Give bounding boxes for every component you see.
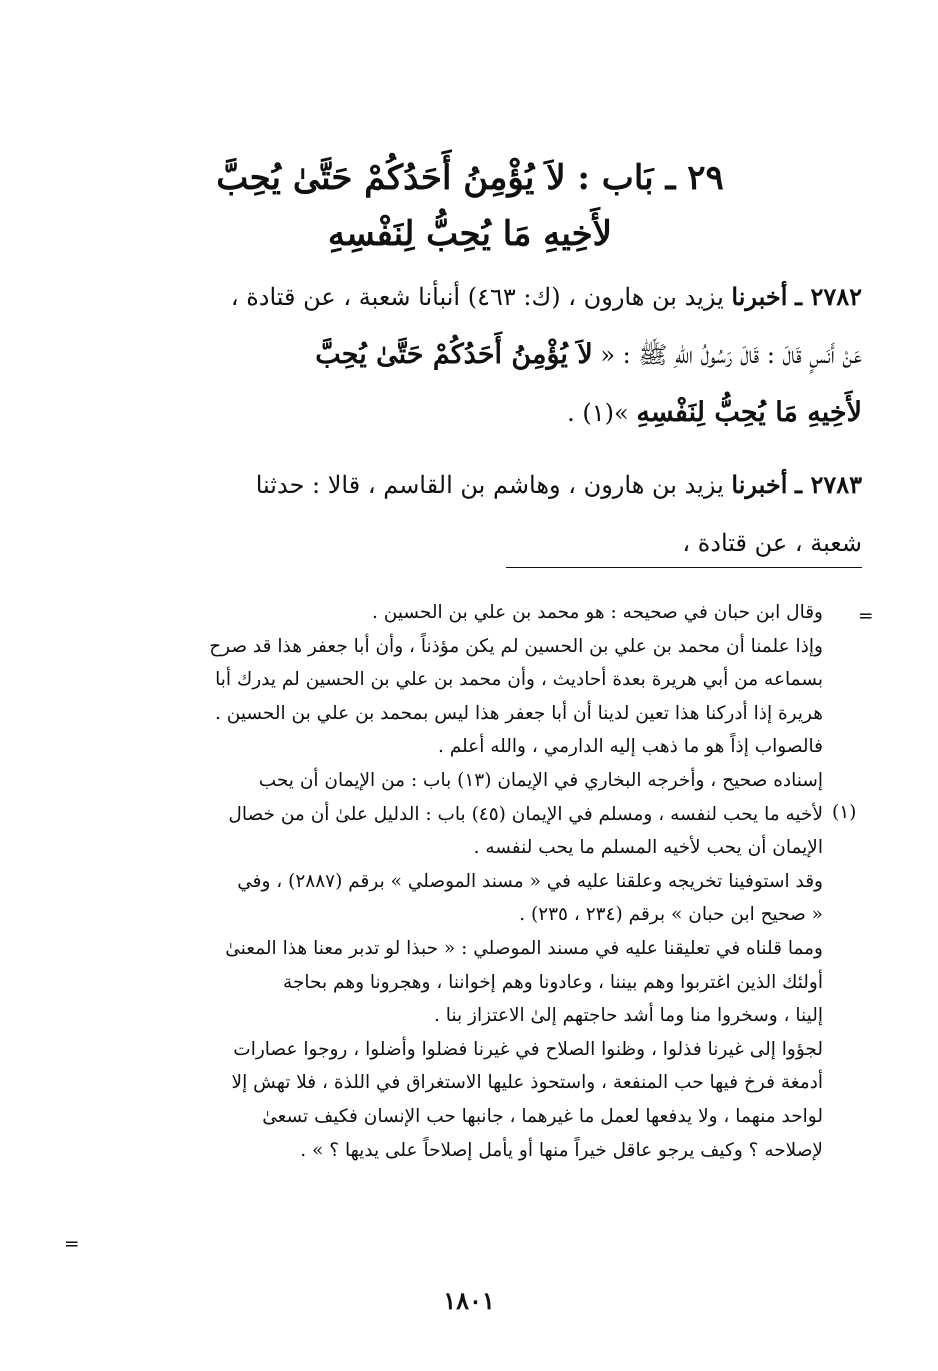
footnote-line: الإيمان أن يحب لأخيه المسلم ما يحب لنفسه . xyxy=(473,837,823,859)
chapter-title-line-2: لأَخِيهِ مَا يُحِبُّ لِنَفْسِهِ xyxy=(327,214,613,254)
footnote-line: أدمغة فرخ فيها حب المنفعة ، واستحوذ عليها الاستغراق في اللذة ، فلا تهش إلا xyxy=(231,1072,823,1094)
footnote-separator xyxy=(506,567,862,568)
hadith-2783-line-2: شعبة ، عن قتادة ، xyxy=(682,529,862,557)
hadith-2782-line-3 xyxy=(78,384,862,442)
hadith-2782-number: ٢٧٨٢ ـ xyxy=(795,282,862,311)
hadith-2783-chain: يزيد بن هارون ، وهاشم بن القاسم ، قالا : حدثنا xyxy=(255,471,724,499)
chapter-title-line-1: ٢٩ ـ بَاب : لاَ يُؤْمِنُ أَحَدُكُمْ حَتَّىٰ يُحِبَّ xyxy=(216,158,724,198)
footnote-line: لإصلاحه ؟ وكيف يرجو عاقل خيراً منها أو يأمل إصلاحاً على يديها ؟ » . xyxy=(300,1139,823,1161)
footnote-line: هريرة إذا أدركنا هذا تعين لدينا أن أبا جعفر هذا ليس بمحمد بن علي بن الحسين . xyxy=(214,702,823,724)
footnote-line: « صحيح ابن حبان » برقم (٢٣٤ ، ٢٣٥) . xyxy=(519,904,823,926)
footnote-line: ومما قلناه في تعليقنا عليه في مسند الموصلي : « حبذا لو تدبر معنا هذا المعنىٰ xyxy=(225,937,823,959)
footnote-line: لأخيه ما يحب لنفسه ، ومسلم في الإيمان (٤٥) باب : الدليل علىٰ أن من خصال xyxy=(228,803,823,825)
hadith-2782-lead: أخبرنا xyxy=(731,282,788,311)
footnote-line: بسماعه من أبي هريرة بعدة أحاديث ، وأن محمد بن علي بن الحسين لم يدرك أبا xyxy=(215,669,823,691)
hadith-2782-line-2 xyxy=(78,326,862,384)
footnote-line: وإذا علمنا أن محمد بن علي بن الحسين لم يكن مؤذناً ، وأن أبا جعفر هذا قد صرح xyxy=(209,635,823,657)
hadith-2782-footnote-ref: »(١) . xyxy=(567,399,629,427)
footnote-line: لواحد منهما ، ولا يدفعها لعمل ما غيرهما ، جانبها حب الإنسان فكيف تسعىٰ xyxy=(262,1105,823,1127)
page-number: ١٨٠١ xyxy=(443,1286,495,1315)
hadith-2783-number: ٢٧٨٣ ـ xyxy=(795,470,862,499)
footnote-line: وقال ابن حبان في صحيحه : هو محمد بن علي بن الحسين . xyxy=(371,602,823,623)
footnotes xyxy=(78,596,823,1167)
continuation-marker-top: = xyxy=(858,606,874,627)
hadith-2782-matn-start: لاَ يُؤْمِنُ أَحَدُكُمْ حَتَّىٰ يُحِبَّ xyxy=(315,339,593,370)
footnote-line: لجؤوا إلى غيرنا فذلوا ، وظنوا الصلاح في غيرنا فضلوا وأضلوا ، روجوا عصارات xyxy=(233,1038,823,1060)
footnote-1-marker: (١) xyxy=(832,802,857,823)
footnote-line: وقد استوفينا تخريجه وعلقنا عليه في « مسند الموصلي » برقم (٢٨٨٧) ، وفي xyxy=(237,870,823,892)
hadith-2782-matn-end: لأَخِيهِ مَا يُحِبُّ لِنَفْسِهِ xyxy=(636,397,862,428)
chapter-heading xyxy=(150,150,790,262)
hadith-2782-narrator: عَنْ أَنَسٍ قَالَ : قَالَ رَسُولُ اللهِ ﷺ : « xyxy=(600,341,862,369)
main-text xyxy=(78,268,862,572)
hadith-2782-line-1 xyxy=(78,268,862,326)
continuation-marker-bottom: = xyxy=(64,1234,80,1255)
footnote-line: إلينا ، وسخروا منا وما أشد حاجتهم إلىٰ الاعتزاز بنا . xyxy=(434,1005,823,1027)
footnote-line: إسناده صحيح ، وأخرجه البخاري في الإيمان (١٣) باب : من الإيمان أن يحب xyxy=(258,769,823,791)
footnote-line: أولئك الذين اغتربوا وهم بيننا ، وعادونا وهم إخواننا ، وهجرونا وهم بحاجة xyxy=(283,971,823,993)
footnote-line: فالصواب إذاً هو ما ذهب إليه الدارمي ، والله أعلم . xyxy=(437,736,823,758)
hadith-2782-chain: يزيد بن هارون ، (ك: ٤٦٣) أنبأنا شعبة ، عن قتادة ، xyxy=(230,283,724,311)
hadith-2783-line-1 xyxy=(78,456,862,514)
hadith-2783-lead: أخبرنا xyxy=(731,470,788,499)
